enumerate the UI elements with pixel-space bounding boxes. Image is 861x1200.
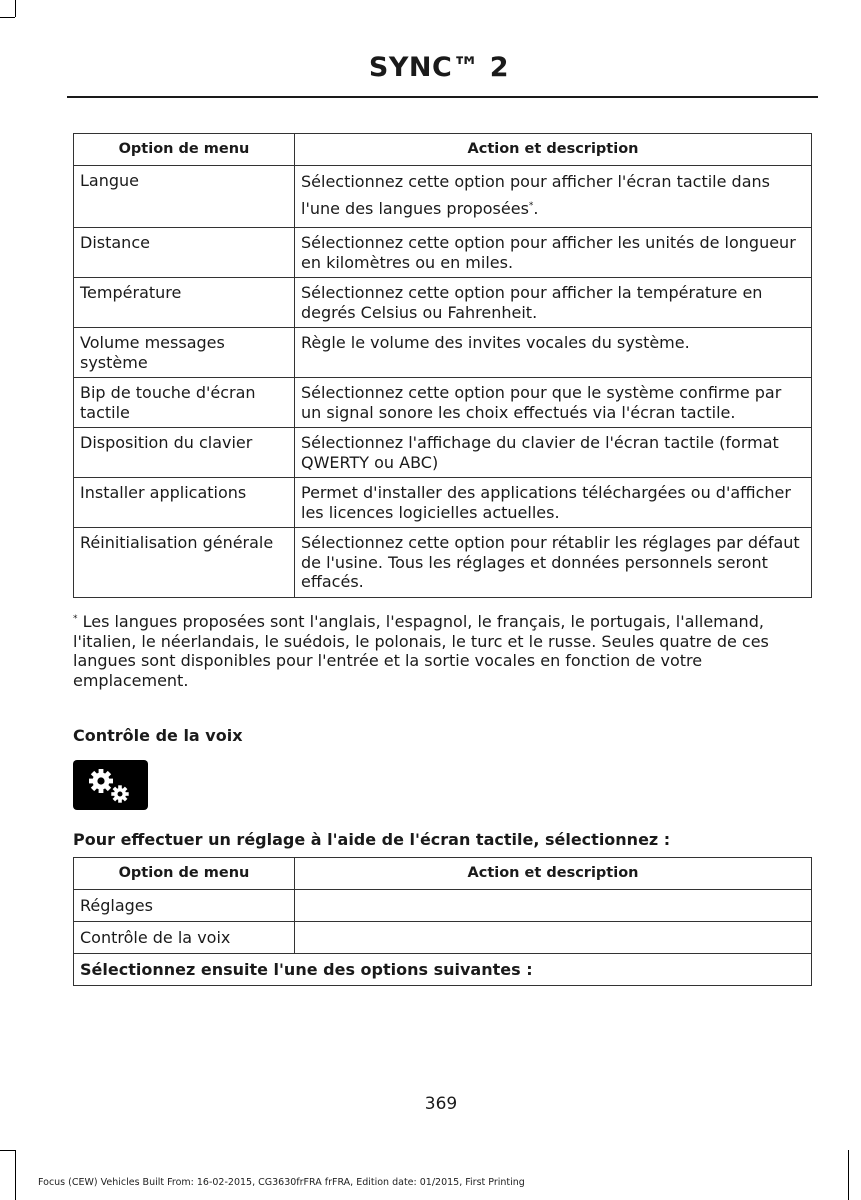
header-divider <box>67 96 818 98</box>
description-cell <box>295 922 812 954</box>
print-footer: Focus (CEW) Vehicles Built From: 16-02-2015, CG3630frFRA frFRA, Edition date: 01/2015, First Printing <box>38 1177 525 1188</box>
table-header-row <box>74 858 812 890</box>
table-row <box>74 954 812 986</box>
crop-mark <box>15 1150 16 1200</box>
description-cell <box>295 890 812 922</box>
description-cell: Sélectionnez cette option pour rétablir les réglages par défaut de l'usine. Tous les réglages et données personnels seront effacés. <box>295 528 812 598</box>
footnote-mark: * <box>73 614 78 624</box>
column-header-description: Action et description <box>295 134 812 166</box>
option-cell: Réinitialisation générale <box>74 528 295 598</box>
option-cell: Bip de touche d'écran tactile <box>74 378 295 428</box>
table-row <box>74 166 812 228</box>
table-row <box>74 478 812 528</box>
page-number: 369 <box>424 1094 458 1114</box>
column-header-option: Option de menu <box>74 134 295 166</box>
option-cell: Température <box>74 278 295 328</box>
crop-mark <box>0 17 15 18</box>
voice-control-table <box>73 857 812 986</box>
section-heading: Contrôle de la voix <box>73 726 243 745</box>
description-cell: Sélectionnez cette option pour afficher la température en degrés Celsius ou Fahrenheit. <box>295 278 812 328</box>
table-row <box>74 228 812 278</box>
description-cell: Sélectionnez l'affichage du clavier de l'écran tactile (format QWERTY ou ABC) <box>295 428 812 478</box>
page-title: SYNC™ 2 <box>368 52 509 83</box>
span-row-cell: Sélectionnez ensuite l'une des options suivantes : <box>74 954 812 986</box>
option-cell: Distance <box>74 228 295 278</box>
column-header-description: Action et description <box>295 858 812 890</box>
table-row <box>74 528 812 598</box>
table-row <box>74 890 812 922</box>
description-cell: Règle le volume des invites vocales du système. <box>295 328 812 378</box>
crop-mark <box>848 1150 849 1200</box>
footnote <box>73 612 809 690</box>
footnote-mark: * <box>528 201 534 211</box>
table-row <box>74 328 812 378</box>
option-cell: Contrôle de la voix <box>74 922 295 954</box>
table-row <box>74 922 812 954</box>
description-text: Sélectionnez cette option pour afficher l'écran tactile dans l'une des langues proposées <box>301 172 770 218</box>
column-header-option: Option de menu <box>74 858 295 890</box>
option-cell: Volume messages système <box>74 328 295 378</box>
description-cell: Permet d'installer des applications téléchargées ou d'afficher les licences logicielles actuelles. <box>295 478 812 528</box>
instruction-text: Pour effectuer un réglage à l'aide de l'écran tactile, sélectionnez : <box>73 830 671 849</box>
crop-mark <box>15 0 16 17</box>
description-cell: Sélectionnez cette option pour que le système confirme par un signal sonore les choix effectués via l'écran tactile. <box>295 378 812 428</box>
crop-mark <box>0 1150 15 1151</box>
settings-gears-icon <box>73 760 148 810</box>
table-row <box>74 278 812 328</box>
option-cell: Langue <box>74 166 295 228</box>
table-row <box>74 378 812 428</box>
option-cell: Réglages <box>74 890 295 922</box>
description-cell <box>295 166 812 228</box>
table-header-row <box>74 134 812 166</box>
table-row <box>74 428 812 478</box>
option-cell: Disposition du clavier <box>74 428 295 478</box>
description-suffix: . <box>533 199 539 218</box>
footnote-text: Les langues proposées sont l'anglais, l'espagnol, le français, le portugais, l'allemand, l'italien, le néerlandais, le suédois, le polonais, le turc et le russe. Seules quatre de ces langues sont disponibles pour l'entrée et la sortie vocales en fonction de votre emplacement. <box>73 612 769 690</box>
option-cell: Installer applications <box>74 478 295 528</box>
description-cell: Sélectionnez cette option pour afficher les unités de longueur en kilomètres ou en miles. <box>295 228 812 278</box>
menu-options-table <box>73 133 812 598</box>
